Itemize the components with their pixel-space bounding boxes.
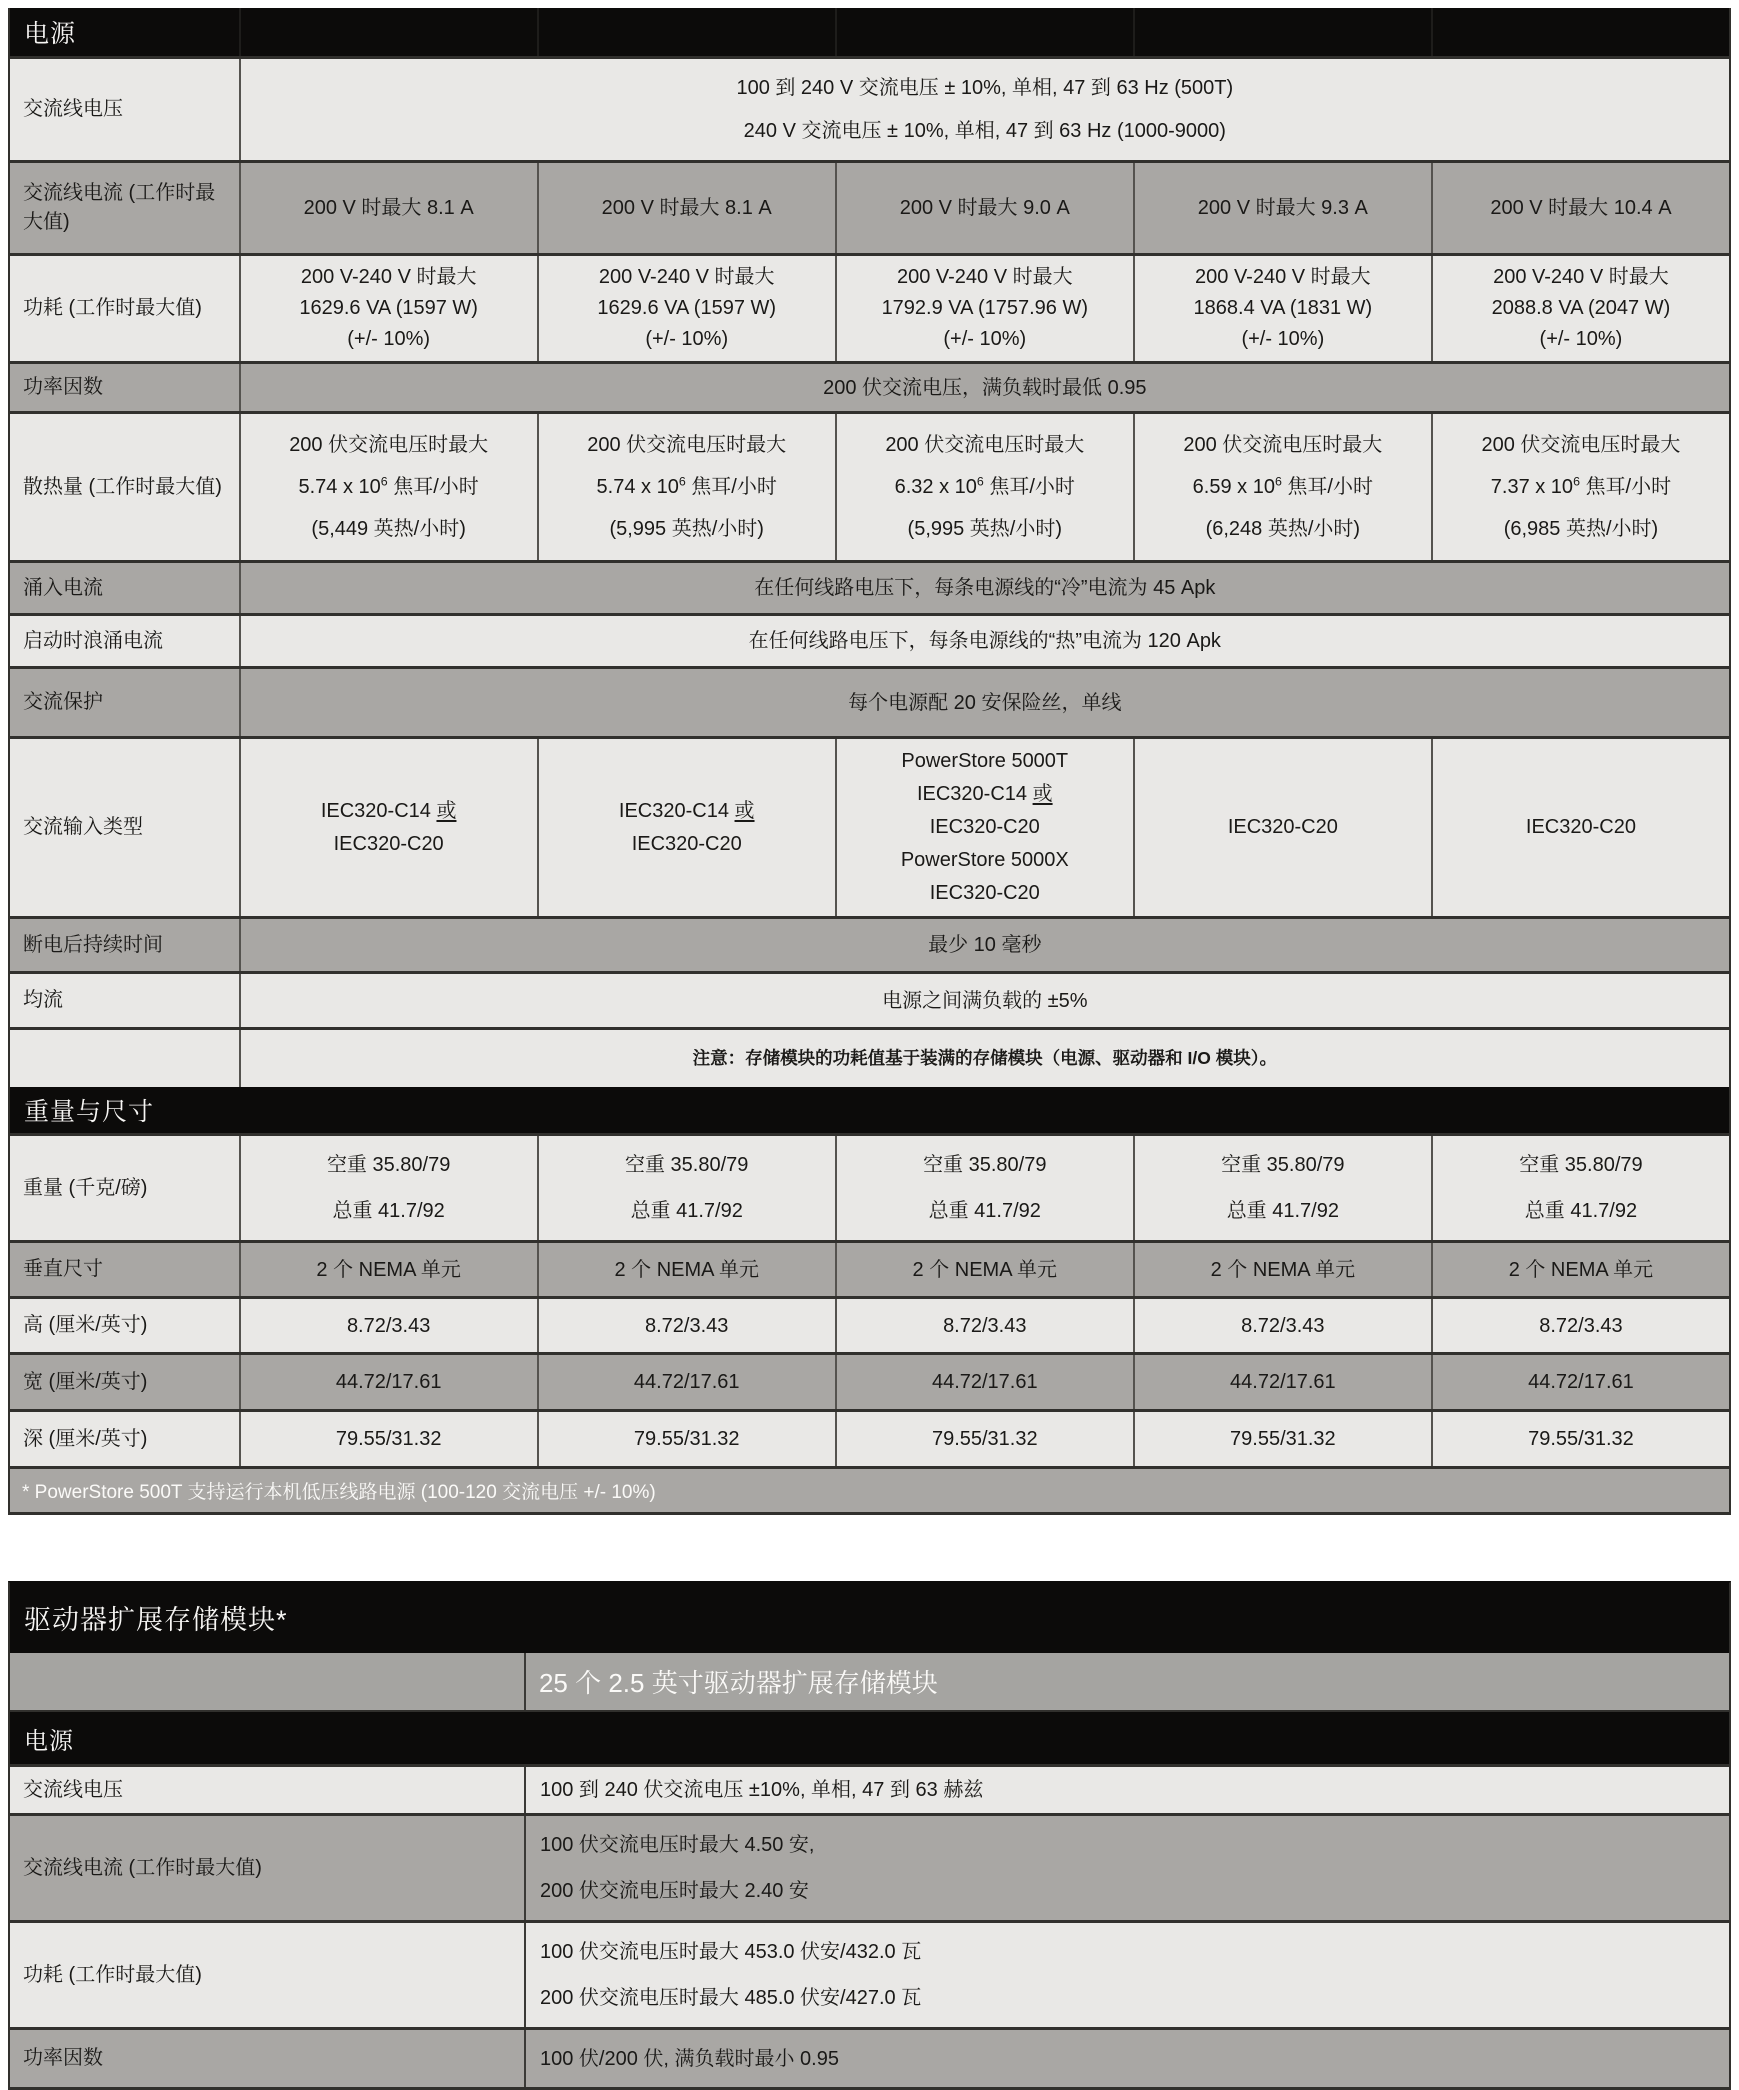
cell-value: 79.55/31.32 <box>1431 1412 1729 1466</box>
row-label: 功耗 (工作时最大值) <box>23 1963 202 1986</box>
cell-value: IEC320-C20 <box>1133 739 1431 916</box>
cell-value: 200 V 时最大 9.3 A <box>1133 163 1431 253</box>
cell-value: 79.55/31.32 <box>239 1412 537 1466</box>
cell-value: 79.55/31.32 <box>537 1412 835 1466</box>
drive-expansion-subheader: 25 个 2.5 英寸驱动器扩展存储模块 <box>524 1653 1729 1710</box>
row-label: 涌入电流 <box>23 576 103 599</box>
spec-sheet <box>8 8 1731 2090</box>
cell-value: 200 V-240 V 时最大 1868.4 VA (1831 W) (+/- 10%) <box>1133 256 1431 361</box>
row-label: 均流 <box>23 989 63 1011</box>
cell-value: 2 个 NEMA 单元 <box>1133 1243 1431 1296</box>
cell-value: 空重 35.80/79 总重 41.7/92 <box>1133 1136 1431 1240</box>
cell-value: PowerStore 5000T IEC320-C14 或 IEC320-C20 PowerStore 5000X IEC320-C20 <box>835 739 1133 916</box>
cell-value: 空重 35.80/79 总重 41.7/92 <box>537 1136 835 1240</box>
row-label: 断电后持续时间 <box>23 933 163 956</box>
row-value: 100 到 240 V 交流电压 ± 10%, 单相, 47 到 63 Hz (500T) 240 V 交流电压 ± 10%, 单相, 47 到 63 Hz (1000-9000) <box>239 59 1729 160</box>
table-row <box>10 1296 1729 1352</box>
cell-value: IEC320-C14 或 IEC320-C20 <box>537 739 835 916</box>
cell-value: 200 伏交流电压时最大 5.74 x $10^6$ 焦耳/小时 (5,449 英热/小时) <box>239 414 537 560</box>
cell-value: IEC320-C20 <box>1431 739 1729 916</box>
cell-value: 空重 35.80/79 总重 41.7/92 <box>1431 1136 1729 1240</box>
power-section-header <box>10 8 1729 56</box>
row-value: 200 伏交流电压，满负载时最低 0.95 <box>239 364 1729 411</box>
row-label: 交流线电压 <box>23 98 123 120</box>
table-row <box>10 1133 1729 1240</box>
power-spec-table <box>8 8 1731 1515</box>
t2-rows-container <box>10 1764 1729 2087</box>
row-label: 宽 (厘米/英寸) <box>23 1370 148 1393</box>
power-section-title: 电源 <box>24 20 77 48</box>
table-row <box>10 971 1729 1027</box>
subheader-empty-cell <box>10 1653 524 1710</box>
row-value: 在任何线路电压下，每条电源线的“热”电流为 120 Apk <box>239 616 1729 666</box>
power-rows-container <box>10 56 1729 1087</box>
cell-value: 200 V-240 V 时最大 2088.8 VA (2047 W) (+/- 10%) <box>1431 256 1729 361</box>
weight-rows-container <box>10 1133 1729 1466</box>
drive-expansion-subheader-row <box>10 1651 1729 1710</box>
drive-expansion-title: 驱动器扩展存储模块* <box>24 1604 288 1635</box>
table-row <box>10 1352 1729 1409</box>
cell-value: 44.72/17.61 <box>835 1355 1133 1409</box>
row-label <box>10 1030 239 1087</box>
t2-power-section-title: 电源 <box>24 1727 74 1755</box>
drive-expansion-title-header <box>10 1583 1729 1651</box>
cell-value: 8.72/3.43 <box>1431 1299 1729 1352</box>
table-row <box>10 1813 1729 1920</box>
row-value: 最少 10 毫秒 <box>239 919 1729 971</box>
cell-value: 200 V 时最大 9.0 A <box>835 163 1133 253</box>
table-row <box>10 160 1729 253</box>
cell-value: 200 伏交流电压时最大 6.59 x $10^6$ 焦耳/小时 (6,248 英热/小时) <box>1133 414 1431 560</box>
table1-footnote <box>10 1466 1729 1512</box>
cell-value: 44.72/17.61 <box>1431 1355 1729 1409</box>
cell-value: 200 V 时最大 8.1 A <box>239 163 537 253</box>
header-cell <box>537 8 835 56</box>
row-label: 功率因数 <box>23 2047 103 2069</box>
weight-section-title: 重量与尺寸 <box>24 1098 155 1126</box>
cell-value: 200 V 时最大 8.1 A <box>537 163 835 253</box>
drive-expansion-table <box>8 1581 1731 2090</box>
row-label: 交流线电流 (工作时最大值) <box>23 182 216 233</box>
cell-value: IEC320-C14 或 IEC320-C20 <box>239 739 537 916</box>
row-label: 功耗 (工作时最大值) <box>23 297 202 319</box>
table-row <box>10 1409 1729 1466</box>
cell-value: 200 V-240 V 时最大 1792.9 VA (1757.96 W) (+/- 10%) <box>835 256 1133 361</box>
row-label: 重量 (千克/磅) <box>23 1176 148 1199</box>
cell-value: 2 个 NEMA 单元 <box>1431 1243 1729 1296</box>
row-label: 启动时浪涌电流 <box>23 629 163 652</box>
table-row <box>10 1920 1729 2027</box>
table-row <box>10 1764 1729 1813</box>
cell-value: 8.72/3.43 <box>1133 1299 1431 1352</box>
table-row <box>10 560 1729 613</box>
table-gap <box>8 1515 1731 1581</box>
row-value: 100 到 240 伏交流电压 ±10%, 单相, 47 到 63 赫兹 <box>524 1767 1729 1813</box>
table-row <box>10 736 1729 916</box>
footnote-text: * PowerStore 500T 支持运行本机低压线路电源 (100-120 交流电压 +/- 10%) <box>22 1482 656 1503</box>
table-row <box>10 916 1729 971</box>
row-label: 散热量 (工作时最大值) <box>23 475 222 498</box>
row-value: 100 伏/200 伏, 满负载时最小 0.95 <box>524 2030 1729 2087</box>
weight-section-header <box>10 1087 1729 1133</box>
row-label: 高 (厘米/英寸) <box>23 1314 148 1336</box>
row-label: 交流线电流 (工作时最大值) <box>23 1856 262 1879</box>
table-row <box>10 56 1729 160</box>
row-label: 交流输入类型 <box>23 816 143 838</box>
cell-value: 空重 35.80/79 总重 41.7/92 <box>239 1136 537 1240</box>
table-row <box>10 361 1729 411</box>
header-cell <box>239 8 537 56</box>
row-value: 100 伏交流电压时最大 453.0 伏安/432.0 瓦 200 伏交流电压时最大 485.0 伏安/427.0 瓦 <box>524 1923 1729 2027</box>
cell-value: 8.72/3.43 <box>239 1299 537 1352</box>
row-label: 交流线电压 <box>23 1778 123 1801</box>
t2-power-section-header <box>10 1710 1729 1764</box>
cell-value: 200 伏交流电压时最大 7.37 x $10^6$ 焦耳/小时 (6,985 英热/小时) <box>1431 414 1729 560</box>
header-cell <box>835 8 1133 56</box>
table-row <box>10 613 1729 666</box>
cell-value: 79.55/31.32 <box>835 1412 1133 1466</box>
row-label: 交流保护 <box>23 691 103 713</box>
header-cell <box>1133 8 1431 56</box>
cell-value: 2 个 NEMA 单元 <box>835 1243 1133 1296</box>
cell-value: 2 个 NEMA 单元 <box>239 1243 537 1296</box>
cell-value: 2 个 NEMA 单元 <box>537 1243 835 1296</box>
table-row <box>10 411 1729 560</box>
row-label: 功率因数 <box>23 376 103 398</box>
cell-value: 44.72/17.61 <box>1133 1355 1431 1409</box>
table-row <box>10 1027 1729 1087</box>
table-row <box>10 2027 1729 2087</box>
cell-value: 8.72/3.43 <box>835 1299 1133 1352</box>
cell-value: 200 伏交流电压时最大 5.74 x $10^6$ 焦耳/小时 (5,995 英热/小时) <box>537 414 835 560</box>
cell-value: 200 伏交流电压时最大 6.32 x $10^6$ 焦耳/小时 (5,995 英热/小时) <box>835 414 1133 560</box>
table-row <box>10 1240 1729 1296</box>
table-row <box>10 253 1729 361</box>
cell-value: 79.55/31.32 <box>1133 1412 1431 1466</box>
power-section-header-cell <box>10 8 239 56</box>
table-row <box>10 666 1729 736</box>
row-label: 深 (厘米/英寸) <box>23 1427 148 1450</box>
note-text: 注意：存储模块的功耗值基于装满的存储模块（电源、驱动器和 I/O 模块）。 <box>239 1030 1729 1087</box>
row-value: 每个电源配 20 安保险丝，单线 <box>239 669 1729 736</box>
header-cell <box>1431 8 1729 56</box>
cell-value: 200 V-240 V 时最大 1629.6 VA (1597 W) (+/- 10%) <box>537 256 835 361</box>
cell-value: 44.72/17.61 <box>537 1355 835 1409</box>
cell-value: 44.72/17.61 <box>239 1355 537 1409</box>
row-value: 电源之间满负载的 ±5% <box>239 974 1729 1027</box>
row-value: 100 伏交流电压时最大 4.50 安, 200 伏交流电压时最大 2.40 安 <box>524 1816 1729 1920</box>
cell-value: 200 V-240 V 时最大 1629.6 VA (1597 W) (+/- 10%) <box>239 256 537 361</box>
cell-value: 8.72/3.43 <box>537 1299 835 1352</box>
cell-value: 空重 35.80/79 总重 41.7/92 <box>835 1136 1133 1240</box>
row-label: 垂直尺寸 <box>23 1258 103 1280</box>
row-value: 在任何线路电压下，每条电源线的“冷”电流为 45 Apk <box>239 563 1729 613</box>
cell-value: 200 V 时最大 10.4 A <box>1431 163 1729 253</box>
